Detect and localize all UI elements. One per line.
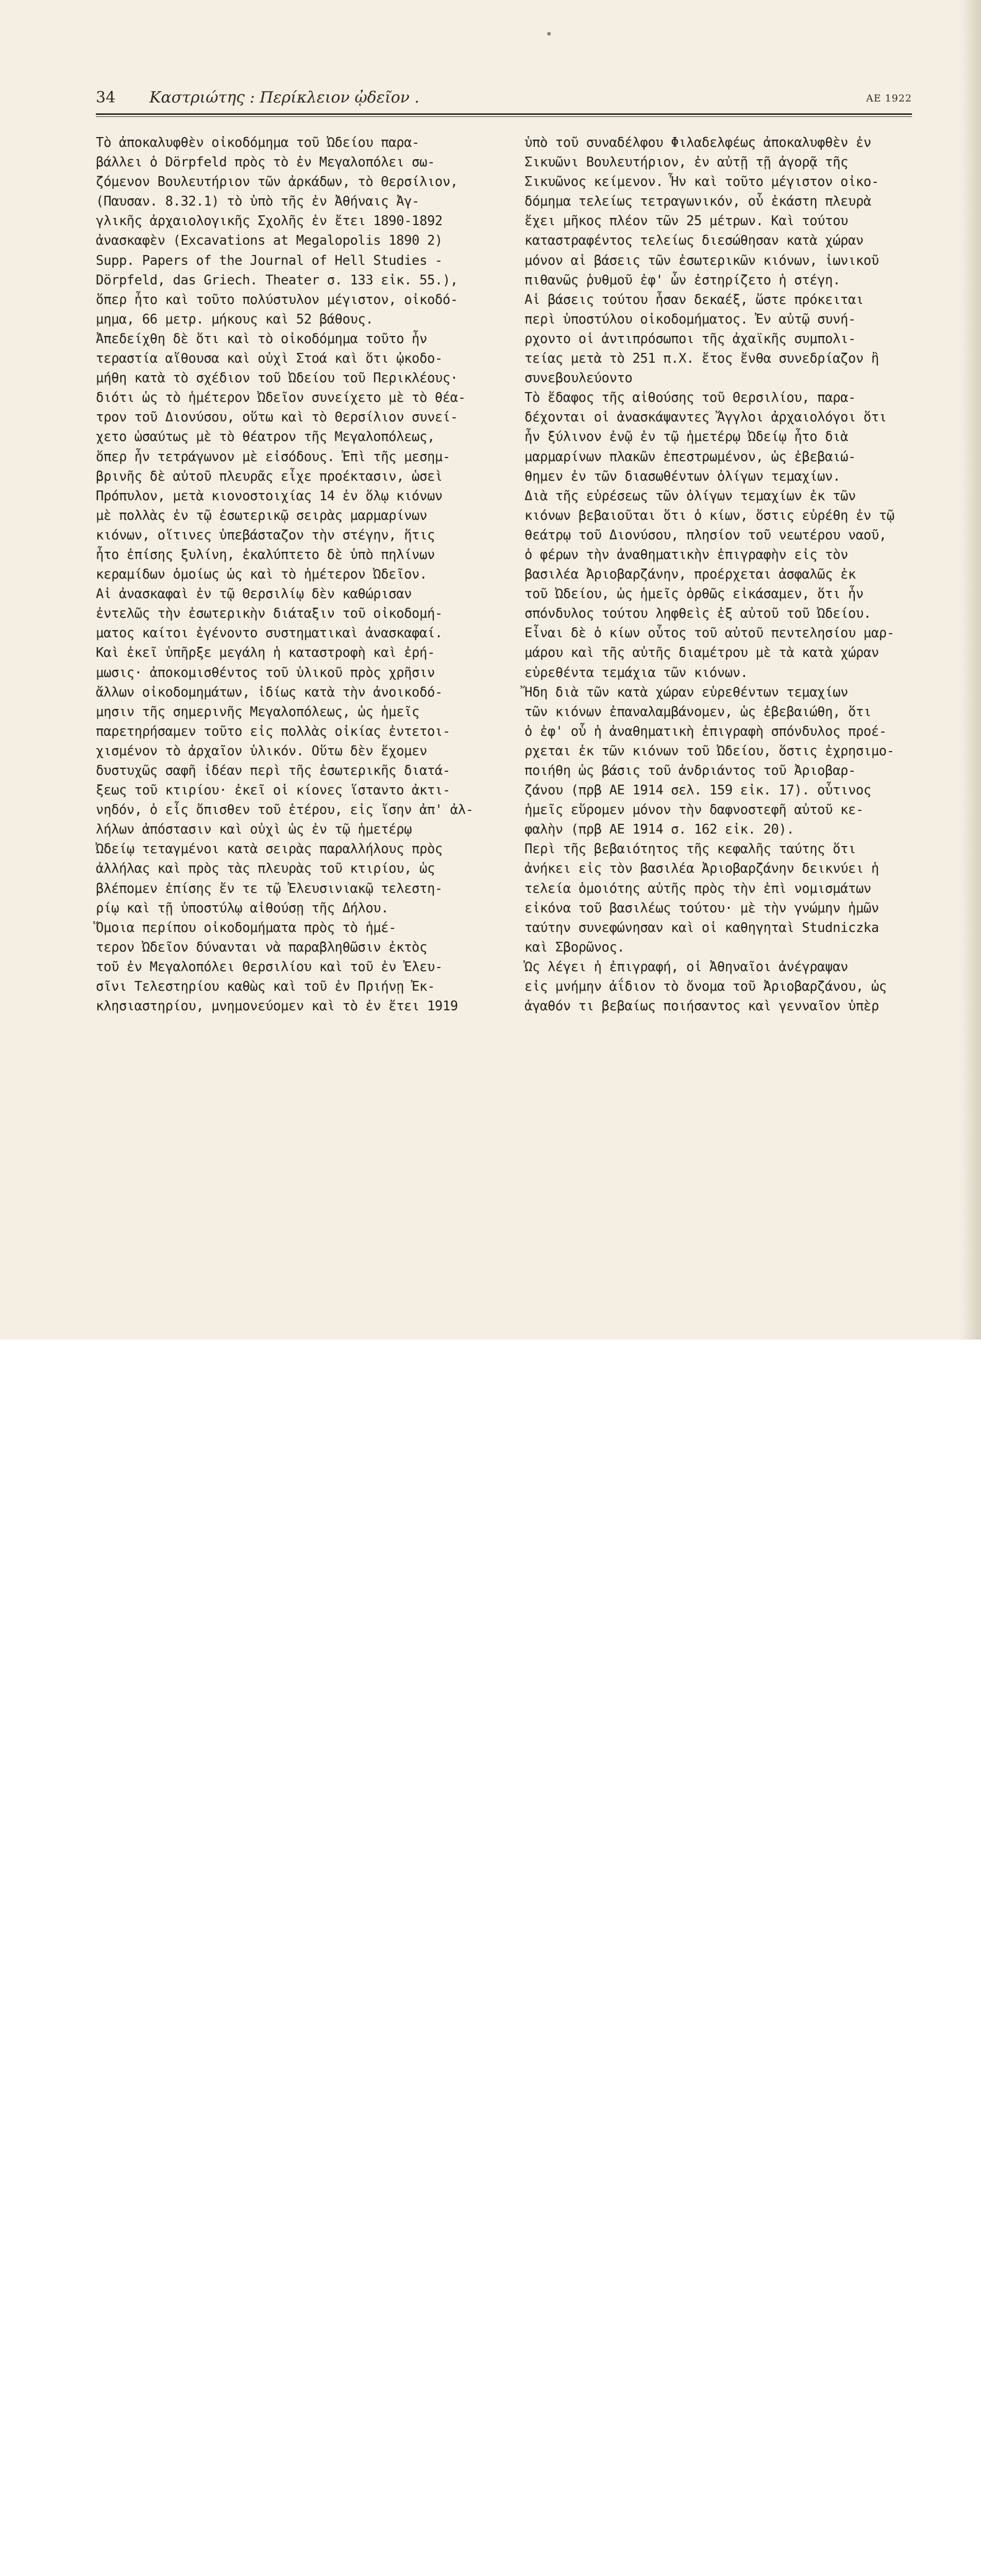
left-text-line: δυστυχῶς σαφῆ ἰδέαν περὶ τῆς ἐσωτερικῆς διατά- (96, 763, 450, 778)
left-text-line: ἐντελῶς τὴν ἐσωτερικὴν διάταξιν τοῦ οἰκοδομή- (96, 606, 443, 622)
left-text-line: μημα, 66 μετρ. μήκους καὶ 52 βάθους. (96, 311, 374, 327)
left-text-line: Πρόπυλον, μετὰ κιονοστοιχίας 14 ἐν ὅλῳ κιόνων (96, 488, 443, 504)
right-text-line: ρχοντο οἱ ἀντιπρόσωποι τῆς ἀχαϊκῆς συμπολι- (525, 331, 856, 347)
right-text-line: περὶ ὑποστύλου οἰκοδομήματος. Ἐν αὐτῷ συνή- (525, 311, 856, 327)
right-text-line: Αἱ βάσεις τούτου ἦσαν δεκαέξ, ὥστε πρόκειται (525, 292, 864, 308)
left-text-line: βλέπομεν ἐπίσης ἔν τε τῷ Ἐλευσινιακῷ τελεστη- (96, 880, 443, 896)
right-text-column (525, 133, 912, 1016)
running-title: Καστριώτης : Περίκλειον ᾠδεῖον . (149, 89, 419, 107)
left-text-line: τρον τοῦ Διονύσου, οὕτω καὶ τὸ Θερσίλιον συνεί- (96, 410, 458, 426)
page-edge-shadow (960, 0, 981, 1340)
right-text-line: σπόνδυλος τούτου ληφθεὶς ἐξ αὐτοῦ τοῦ Ὠδείου. (525, 606, 871, 622)
viewer-footer (0, 1340, 981, 1415)
header-rule-thick (96, 113, 912, 115)
right-text-line: ἦν ξύλινον ἐνῷ ἐν τῷ ἡμετέρῳ Ὠδείῳ ἦτο διὰ (525, 429, 848, 445)
right-text-line: καὶ Σβορῶνος. (525, 939, 625, 955)
right-text-line: Σικυῶνος κείμενον. Ἦν καὶ τοῦτο μέγιστον οἰκο- (525, 174, 879, 190)
right-text-line: ρχεται ἐκ τῶν κιόνων τοῦ Ὠδείου, ὅστις ἐχρησιμο- (525, 743, 894, 759)
right-text-line: βασιλέα Ἀριοβαρζάνην, προέρχεται ἀσφαλῶς ἐκ (525, 567, 856, 583)
left-text-line: ἄλλων οἰκοδομημάτων, ἰδίως κατὰ τὴν ἀνοικοδό- (96, 684, 443, 700)
header-rule-thin (96, 116, 912, 117)
right-text-line: Εἶναι δὲ ὁ κίων οὗτος τοῦ αὐτοῦ πεντελησίου μαρ- (525, 625, 894, 641)
left-text-line: γλικῆς ἀρχαιολογικῆς Σχολῆς ἐν ἔτει 1890-1892 (96, 213, 443, 229)
left-text-line: μησιν τῆς σημερινῆς Μεγαλοπόλεως, ὡς ἡμεῖς (96, 704, 419, 720)
left-text-line: τοῦ ἐν Μεγαλοπόλει Θερσιλίου καὶ τοῦ ἐν Ἐλευ- (96, 959, 443, 975)
right-text-line: εἰς μνήμην ἀΐδιον τὸ ὄνομα τοῦ Ἀριοβαρζάνου, ὡς (525, 979, 887, 995)
right-text-line: πιθανῶς ῥυθμοῦ ἐφ' ὧν ἐστηρίζετο ἡ στέγη. (525, 272, 841, 288)
left-text-line: κεραμίδων ὁμοίως ὡς καὶ τὸ ἡμέτερον Ὠδεῖον. (96, 567, 427, 583)
left-text-line: Dörpfeld, das Griech. Theater σ. 133 εἰκ. 55.), (96, 272, 458, 288)
left-text-line: Αἱ ἀνασκαφαὶ ἐν τῷ Θερσιλίῳ δὲν καθώρισαν (96, 586, 412, 602)
left-text-line: ξεως τοῦ κτιρίου· ἐκεῖ οἱ κίονες ἵσταντο ἀκτι- (96, 783, 450, 799)
right-text-line: ζάνου (πρβ ΑΕ 1914 σελ. 159 εἰκ. 17). οὗτινος (525, 783, 871, 799)
page-number: 34 (96, 89, 116, 107)
left-text-line: λήλων ἀπόστασιν καὶ οὐχὶ ὡς ἐν τῷ ἡμετέρῳ (96, 822, 412, 838)
left-text-line: χισμένον τὸ ἀρχαῖον ὑλικόν. Οὕτω δὲν ἔχομεν (96, 743, 427, 759)
left-text-line: Ἀπεδείχθη δὲ ὅτι καὶ τὸ οἰκοδόμημα τοῦτο ἦν (96, 331, 427, 347)
left-text-line: Ὠδείῳ τεταγμένοι κατὰ σειρὰς παραλλήλους πρὸς (96, 841, 443, 857)
right-text-line: ποιήθη ὡς βάσις τοῦ ἀνδριάντος τοῦ Ἀριοβαρ- (525, 763, 856, 778)
right-text-line: καταστραφέντος τελείως διεσώθησαν κατὰ χώραν (525, 233, 864, 249)
journal-volume: ΑΕ 1922 (866, 93, 912, 104)
left-text-line: νηδόν, ὁ εἷς ὄπισθεν τοῦ ἑτέρου, εἰς ἴσην ἀπ' ἀλ- (96, 802, 473, 818)
right-text-line: μόνον αἱ βάσεις τῶν ἐσωτερικῶν κιόνων, ἰωνικοῦ (525, 252, 879, 268)
left-text-line: ὅπερ ἦν τετράγωνον μὲ εἰσόδους. Ἐπὶ τῆς μεσημ- (96, 449, 450, 465)
left-text-line: χετο ὡσαύτως μὲ τὸ θέατρον τῆς Μεγαλοπόλεως, (96, 429, 435, 445)
left-text-line: Καὶ ἐκεῖ ὑπῆρξε μεγάλη ἡ καταστροφὴ καὶ ἐρή- (96, 645, 435, 661)
running-header (96, 89, 912, 109)
left-text-line: ἀνασκαφὲν (Excavations at Megalopolis 1890 2) (96, 233, 443, 249)
left-text-line: μωσις· ἀποκομισθέντος τοῦ ὑλικοῦ πρὸς χρῆσιν (96, 665, 435, 681)
left-text-line: Supp. Papers of the Journal of Hell Studies - (96, 252, 443, 268)
left-text-line: σῖνι Τελεστηρίου καθὼς καὶ τοῦ ἐν Πριήνῃ Ἐκ- (96, 979, 435, 995)
left-text-line: κλησιαστηρίου, μνημονεύομεν καὶ τὸ ἐν ἔτει 1919 (96, 998, 458, 1014)
left-text-line: τεραστία αἴθουσα καὶ οὐχὶ Στοά καὶ ὅτι ᾠκοδο- (96, 351, 443, 367)
left-text-line: παρετηρήσαμεν τοῦτο εἰς πολλὰς οἰκίας ἐντετοι- (96, 723, 450, 739)
right-text-line: μάρου καὶ τῆς αὐτῆς διαμέτρου μὲ τὰ κατὰ χώραν (525, 645, 879, 661)
right-text-line: Περὶ τῆς βεβαιότητος τῆς κεφαλῆς ταύτης ὅτι (525, 841, 856, 857)
right-text-line: Διὰ τῆς εὑρέσεως τῶν ὀλίγων τεμαχίων ἐκ τῶν (525, 488, 856, 504)
right-text-line: εὑρεθέντα τεμάχια τῶν κιόνων. (525, 665, 748, 681)
right-text-line: θεάτρῳ τοῦ Διονύσου, πλησίον τοῦ νεωτέρου ναοῦ, (525, 527, 887, 543)
left-text-line: ρίῳ καὶ τῇ ὑποστύλῳ αἰθούσῃ τῆς Δήλου. (96, 900, 389, 916)
left-text-line: Ὅμοια περίπου οἰκοδομήματα πρὸς τὸ ἡμέ- (96, 920, 397, 936)
right-text-line: τελεία ὁμοιότης αὐτῆς πρὸς τὴν ἐπὶ νομισμάτων (525, 880, 871, 896)
right-text-line: τείας μετὰ τὸ 251 π.Χ. ἔτος ἔνθα συνεδρίαζον ἢ (525, 351, 879, 367)
left-text-line: διότι ὡς τὸ ἡμέτερον Ὠδεῖον συνείχετο μὲ τὸ θέα- (96, 390, 466, 406)
right-text-line: δέχονται οἱ ἀνασκάψαντες Ἄγγλοι ἀρχαιολόγοι ὅτι (525, 410, 887, 426)
right-text-line: φαλὴν (πρβ ΑΕ 1914 σ. 162 εἰκ. 20). (525, 822, 794, 838)
left-text-line: τερον Ὠδεῖον δύνανται νὰ παραβληθῶσιν ἐκτὸς (96, 939, 427, 955)
left-text-line: μὲ πολλὰς ἐν τῷ ἐσωτερικῷ σειρὰς μαρμαρίνων (96, 507, 427, 523)
right-text-line: ἔχει μῆκος πλέον τῶν 25 μέτρων. Καὶ τούτου (525, 213, 848, 229)
right-text-line: ἀγαθόν τι βεβαίως ποιήσαντος καὶ γενναῖον ὑπὲρ (525, 998, 879, 1014)
left-text-line: ματος καίτοι ἐγένοντο συστηματικαὶ ἀνασκαφαί. (96, 625, 443, 641)
right-text-line: ταύτην συνεφώνησαν καὶ οἱ καθηγηταὶ Studniczka (525, 920, 879, 936)
right-text-line: δόμημα τελείως τετραγωνικόν, οὗ ἑκάστη πλευρὰ (525, 194, 871, 210)
right-text-line: Ἤδη διὰ τῶν κατὰ χώραν εὑρεθέντων τεμαχίων (525, 684, 848, 700)
right-text-line: τῶν κιόνων ἐπαναλαμβάνομεν, ὡς ἐβεβαιώθη, ὅτι (525, 704, 871, 720)
right-text-line: ὁ ἐφ' οὗ ἡ ἀναθηματικὴ ἐπιγραφὴ σπόνδυλος προέ- (525, 723, 887, 739)
left-text-line: ζόμενον Βουλευτήριον τῶν ἀρκάδων, τὸ Θερσίλιον, (96, 174, 458, 190)
right-text-line: Τὸ ἔδαφος τῆς αἰθούσης τοῦ Θερσιλίου, παρα- (525, 390, 856, 406)
left-text-line: βρινῆς δὲ αὐτοῦ πλευρᾶς εἶχε προέκτασιν, ὡσεὶ (96, 468, 443, 484)
right-text-line: τοῦ Ὠδείου, ὡς ἡμεῖς ὀρθῶς εἰκάσαμεν, ὅτι ἦν (525, 586, 864, 602)
right-text-line: συνεβουλεύοντο (525, 370, 633, 386)
left-text-line: ὅπερ ἦτο καὶ τοῦτο πολύστυλον μέγιστον, οἰκοδό- (96, 292, 458, 308)
left-text-line: ἦτο ἐπίσης ξυλίνη, ἐκαλύπτετο δὲ ὑπὸ πηλίνων (96, 547, 435, 563)
right-text-line: θημεν ἐν τῶν διασωθέντων ὀλίγων τεμαχίων. (525, 468, 841, 484)
paper-speck (547, 32, 551, 36)
right-text-line: ὑπὸ τοῦ συναδέλφου Φιλαδελφέως ἀποκαλυφθὲν ἐν (525, 135, 871, 150)
right-text-line: Σικυῶνι Βουλευτήριον, ἐν αὐτῇ τῇ ἀγορᾷ τῆς (525, 155, 848, 171)
left-text-line: βάλλει ὁ Dörpfeld πρὸς τὸ ἐν Μεγαλοπόλει σω- (96, 155, 435, 171)
left-text-line: (Παυσαν. 8.32.1) τὸ ὑπὸ τῆς ἐν Ἀθήναις Ἀγ- (96, 194, 419, 210)
right-text-line: κιόνων βεβαιοῦται ὅτι ὁ κίων, ὅστις εὑρέθη ἐν τῷ (525, 507, 894, 523)
right-text-line: ἡμεῖς εὕρομεν μόνον τὴν δαφνοστεφῆ αὐτοῦ κε- (525, 802, 864, 818)
left-text-line: Τὸ ἀποκαλυφθὲν οἰκοδόμημα τοῦ Ὠδείου παρα- (96, 135, 419, 150)
left-text-column (96, 133, 498, 1016)
right-text-line: εἰκόνα τοῦ βασιλέως τούτου· μὲ τὴν γνώμην ἡμῶν (525, 900, 879, 916)
right-text-line: μαρμαρίνων πλακῶν ἐπεστρωμένον, ὡς ἐβεβαιώ- (525, 449, 856, 465)
right-text-line: Ὡς λέγει ἡ ἐπιγραφή, οἱ Ἀθηναῖοι ἀνέγραψαν (525, 959, 848, 975)
right-text-line: ἀνήκει εἰς τὸν βασιλέα Ἀριοβαρζάνην δεικνύει ἡ (525, 861, 879, 877)
left-text-line: μήθη κατὰ τὸ σχέδιον τοῦ Ὠδείου τοῦ Περικλέους· (96, 370, 458, 386)
right-text-line: ὁ φέρων τὴν ἀναθηματικὴν ἐπιγραφὴν εἰς τὸν (525, 547, 848, 563)
left-text-line: κιόνων, οἵτινες ὑπεβάσταζον τὴν στέγην, ἥτις (96, 527, 435, 543)
left-text-line: ἀλλήλας καὶ πρὸς τὰς πλευρὰς τοῦ κτιρίου, ὡς (96, 861, 435, 877)
